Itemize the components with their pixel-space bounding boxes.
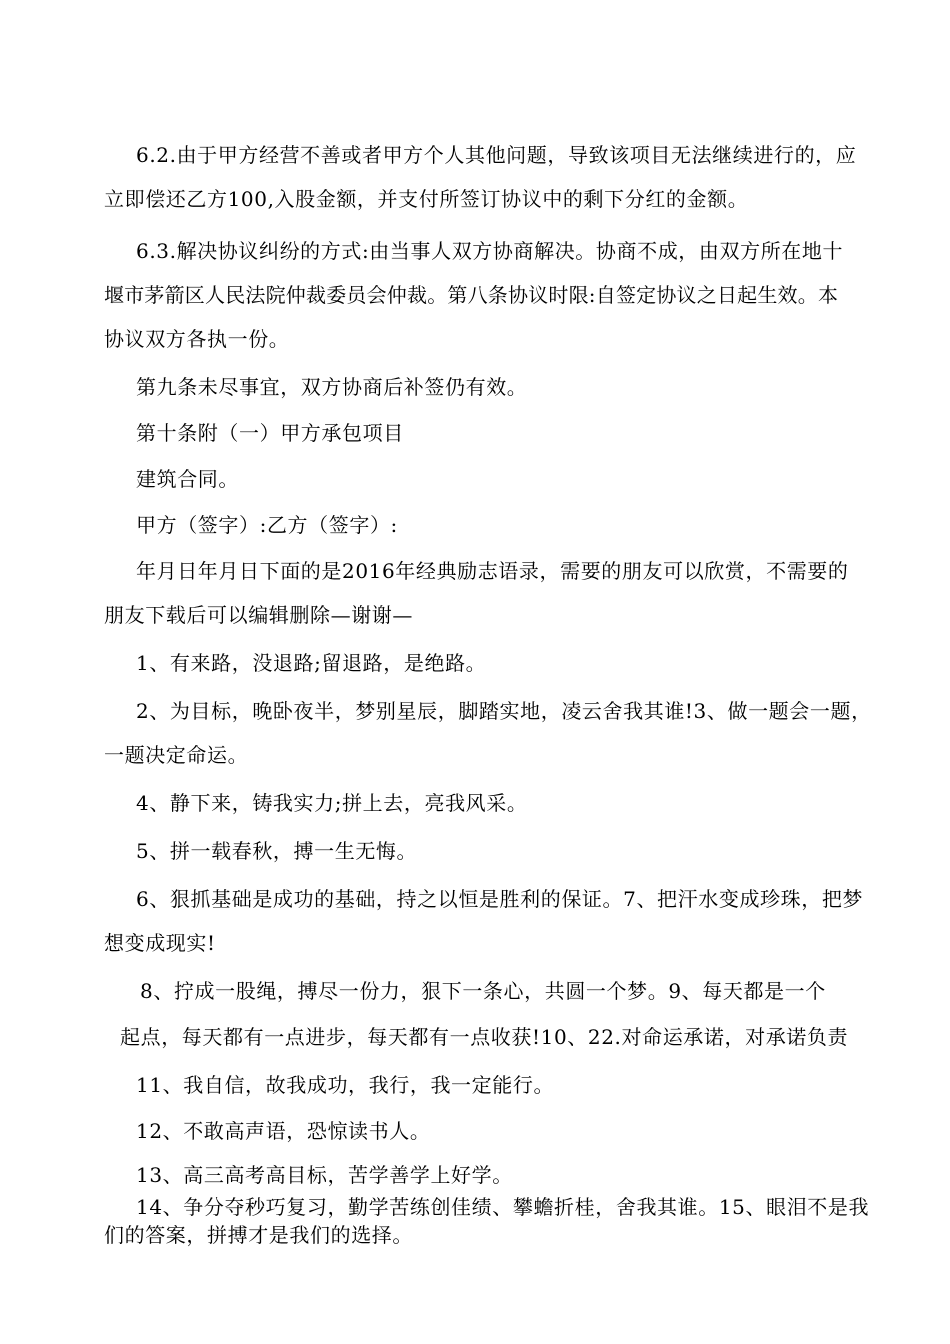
list-item: 4、静下来，铸我实力;拼上去，亮我风采。: [136, 791, 528, 815]
text-line: 立即偿还乙方100,入股金额，并支付所签订协议中的剩下分红的金额。: [104, 187, 749, 211]
list-item: 8、拧成一股绳，搏尽一份力，狠下一条心，共圆一个梦。9、每天都是一个: [140, 979, 826, 1003]
text-line: 第九条未尽事宜，双方协商后补签仍有效。: [136, 375, 528, 399]
list-item: 6、狠抓基础是成功的基础，持之以恒是胜利的保证。7、把汗水变成珍珠，把梦: [136, 887, 864, 911]
text-line: 堰市茅箭区人民法院仲裁委员会仲裁。第八条协议时限:自签定协议之日起生效。本: [104, 283, 839, 307]
text-line: 建筑合同。: [136, 467, 239, 491]
list-item: 14、争分夺秒巧复习，勤学苦练创佳绩、攀蟾折桂，舍我其谁。15、眼泪不是我: [136, 1195, 870, 1219]
signature-line: 甲方（签字）:乙方（签字）:: [136, 513, 398, 537]
text-line: 6.2.由于甲方经营不善或者甲方个人其他问题，导致该项目无法继续进行的，应: [136, 143, 857, 167]
list-item: 12、不敢高声语，恐惊读书人。: [136, 1119, 431, 1143]
text-line: 协议双方各执一份。: [104, 327, 290, 351]
list-item: 2、为目标，晚卧夜半，梦别星辰，脚踏实地，凌云舍我其谁!3、做一题会一题，: [136, 699, 872, 723]
text-line: 第十条附（一）甲方承包项目: [136, 421, 404, 445]
list-item: 一题决定命运。: [104, 743, 249, 767]
list-item: 想变成现实!: [104, 931, 216, 955]
text-line: 年月日年月日下面的是2016年经典励志语录，需要的朋友可以欣赏，不需要的: [136, 559, 849, 583]
list-item: 11、我自信，故我成功，我行，我一定能行。: [136, 1073, 555, 1097]
list-item: 们的答案，拼搏才是我们的选择。: [104, 1223, 413, 1247]
list-item: 1、有来路，没退路;留退路，是绝路。: [136, 651, 487, 675]
list-item: 起点，每天都有一点进步，每天都有一点收获!10、22.对命运承诺，对承诺负责: [120, 1025, 849, 1049]
list-item: 13、高三高考高目标，苦学善学上好学。: [136, 1163, 513, 1187]
text-line: 6.3.解决协议纠纷的方式:由当事人双方协商解决。协商不成，由双方所在地十: [136, 239, 844, 263]
text-line: 朋友下载后可以编辑删除—谢谢—: [104, 603, 413, 627]
list-item: 5、拼一载春秋，搏一生无悔。: [136, 839, 418, 863]
